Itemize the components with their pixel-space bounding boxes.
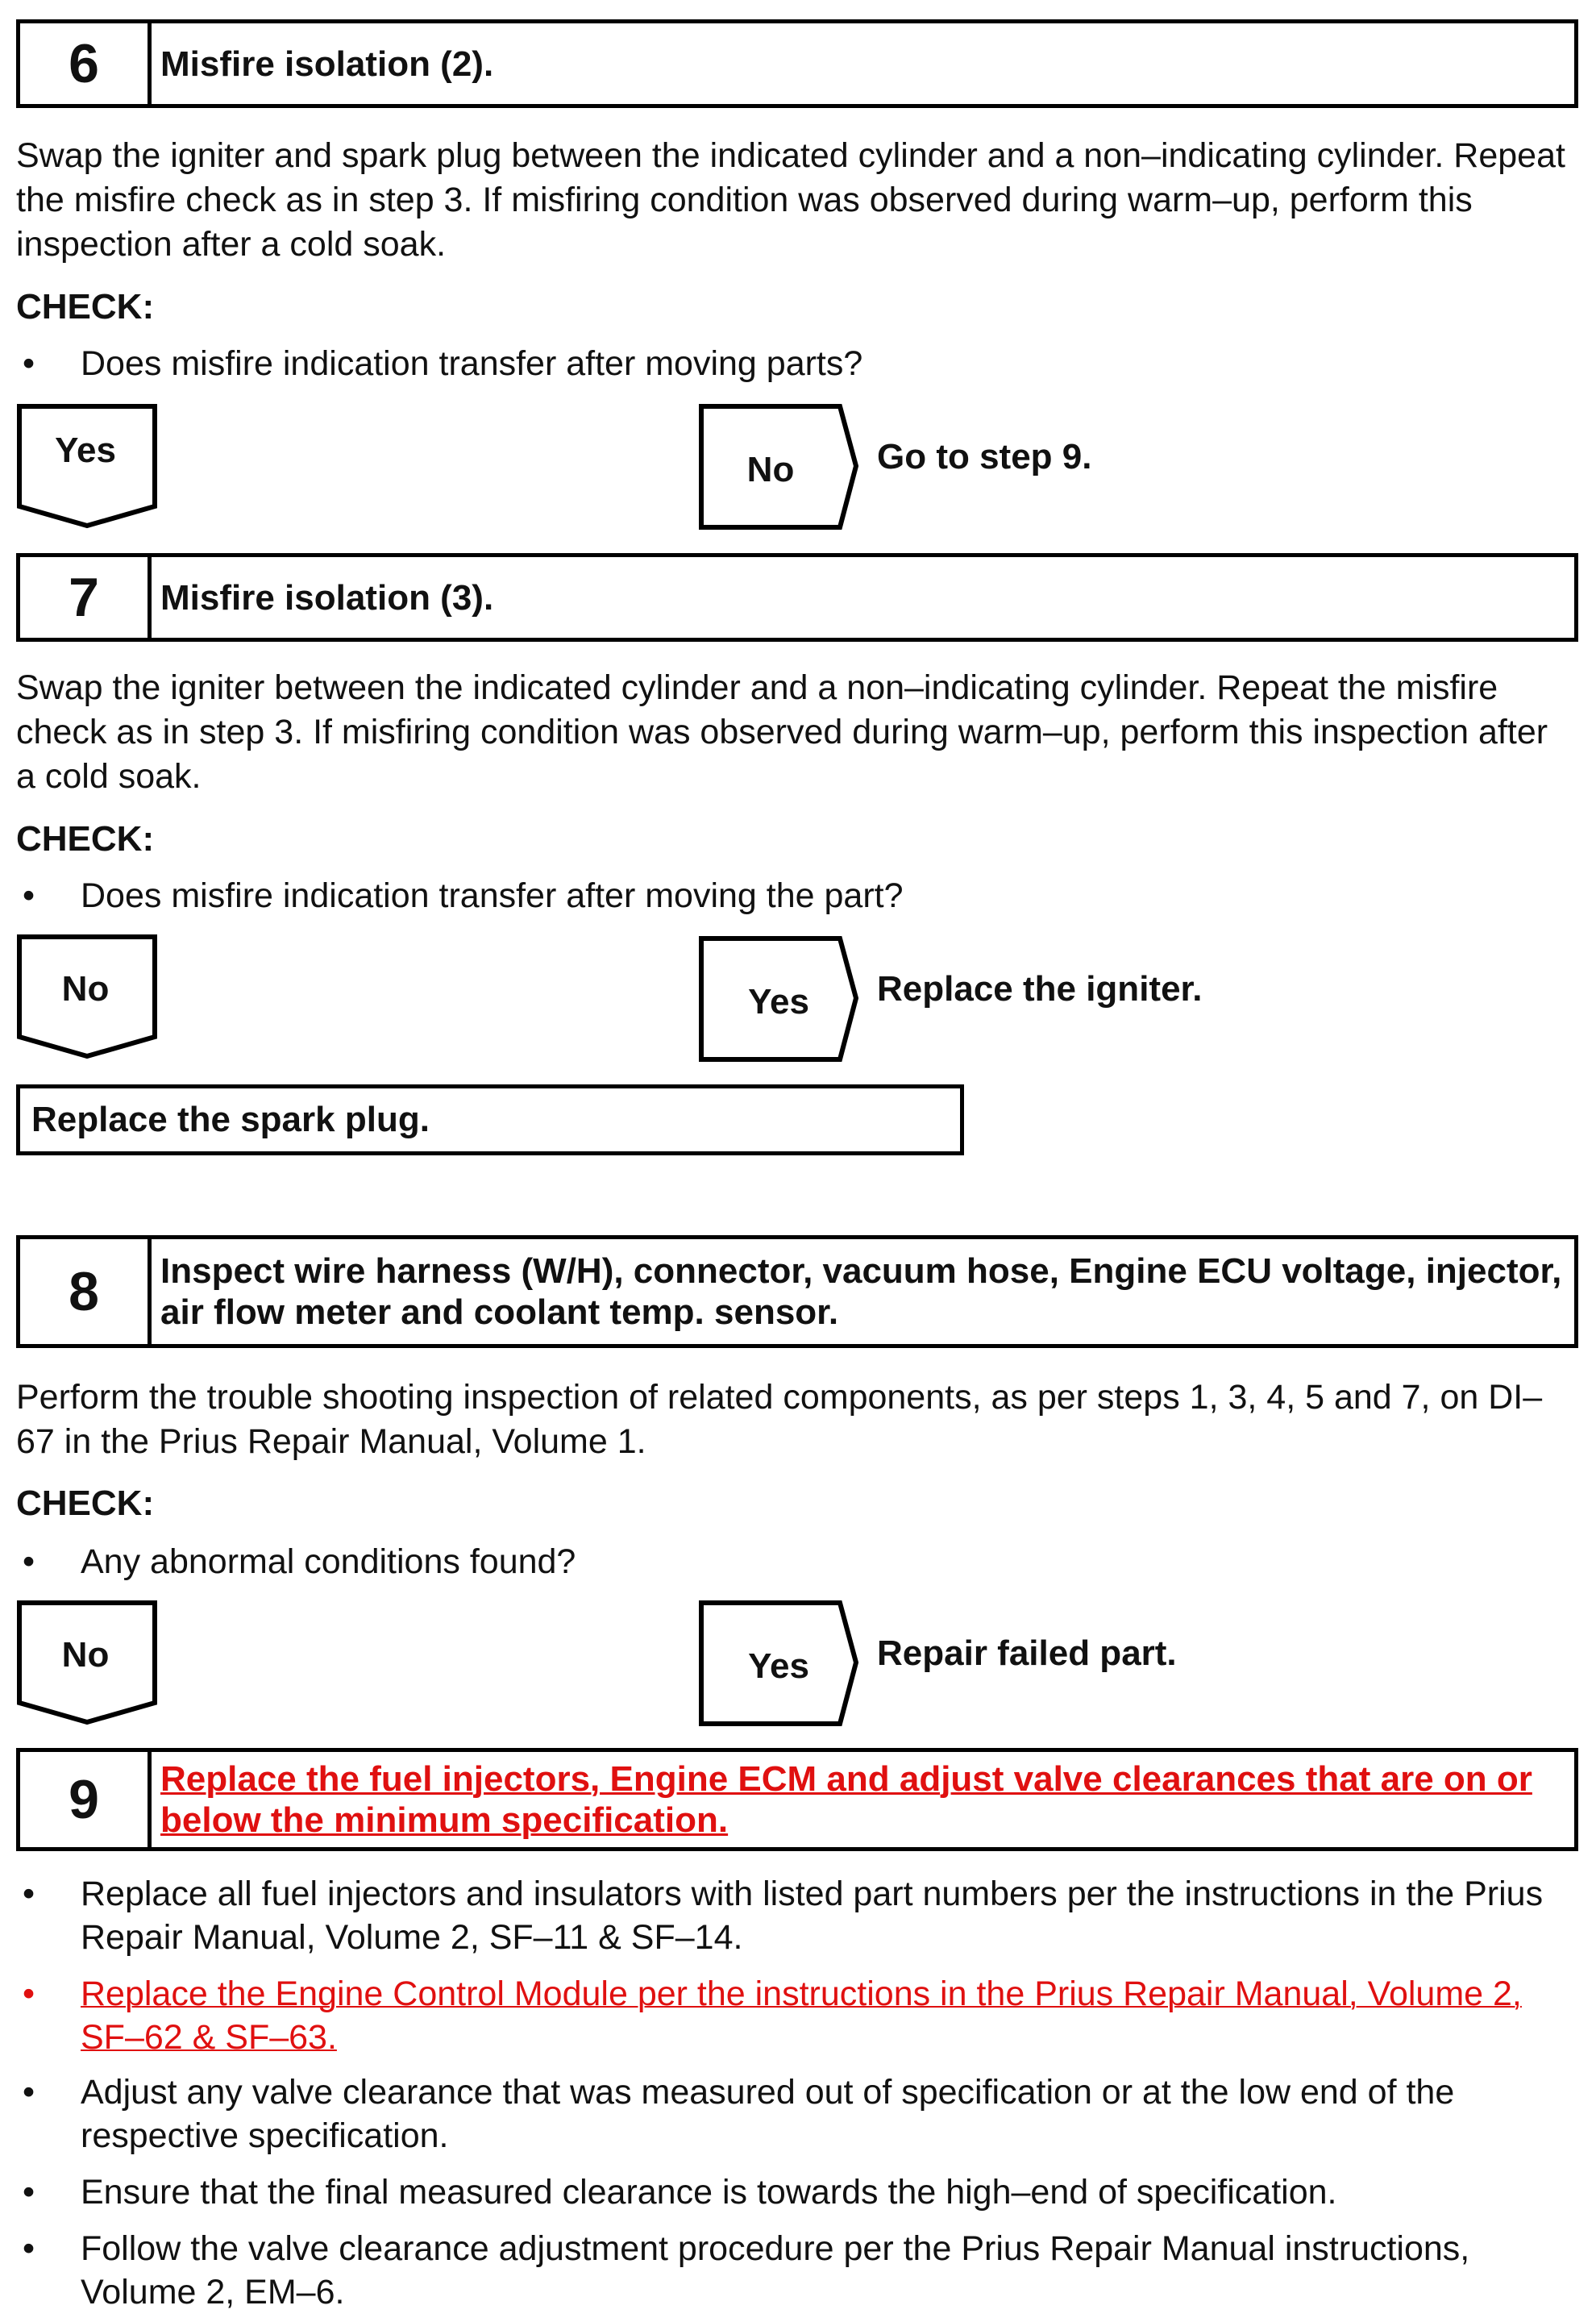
no-branch-label: No <box>61 969 110 1009</box>
no-branch-label: No <box>746 450 795 489</box>
step-number: 6 <box>20 23 152 104</box>
step-number: 9 <box>20 1752 152 1847</box>
step-6-instructions: Swap the igniter and spark plug between the indicated cylinder and a non–indicating cylinder. Repeat the misfire check as in step 3. If misfiring condition was observed during warm–up, perform this inspection after a cold soak. <box>16 136 1565 264</box>
branch-action: Go to step 9. <box>877 437 1092 476</box>
check-label: CHECK: <box>16 1484 155 1523</box>
step-title: Misfire isolation (2). <box>160 44 494 84</box>
bullet-symbol: • <box>23 2173 35 2212</box>
step-title: Replace the fuel injectors, Engine ECM and adjust valve clearances that are on or below the minimum specification. <box>160 1759 1532 1840</box>
step-8-instructions: Perform the trouble shooting inspection of related components, as per steps 1, 3, 4, 5 and 7, on DI–67 in the Prius Repair Manual, Volume 1. <box>16 1378 1543 1461</box>
bullet-symbol: • <box>23 1975 35 2013</box>
branch-action: Repair failed part. <box>877 1633 1177 1673</box>
bullet-symbol: • <box>23 2073 35 2112</box>
bullet-symbol: • <box>23 876 35 915</box>
step-title: Misfire isolation (3). <box>160 577 494 618</box>
yes-branch-label: Yes <box>55 431 116 470</box>
bullet-symbol: • <box>23 1875 35 1913</box>
no-branch-label: No <box>61 1635 110 1675</box>
bullet-symbol: • <box>23 1542 35 1581</box>
bullet-symbol: • <box>23 2229 35 2268</box>
branch-action: Replace the igniter. <box>877 969 1203 1009</box>
step-6-header <box>16 19 1578 108</box>
result-box: Replace the spark plug. <box>16 1084 964 1155</box>
check-label: CHECK: <box>16 287 155 327</box>
yes-branch-label: Yes <box>748 1646 809 1686</box>
step-title: Inspect wire harness (W/H), connector, vacuum hose, Engine ECU voltage, injector, air flow meter and coolant temp. sensor. <box>160 1251 1562 1332</box>
check-label: CHECK: <box>16 819 155 859</box>
step-9-header <box>16 1748 1578 1851</box>
yes-branch-label: Yes <box>748 982 809 1022</box>
step-7-instructions: Swap the igniter between the indicated cylinder and a non–indicating cylinder. Repeat the misfire check as in step 3. If misfiring condition was observed during warm–up, perform this inspection after a cold soak. <box>16 668 1548 796</box>
step-7-header <box>16 553 1578 642</box>
step-number: 8 <box>20 1239 152 1344</box>
step-8-header <box>16 1235 1578 1348</box>
bullet-symbol: • <box>23 344 35 383</box>
step-number: 7 <box>20 557 152 638</box>
